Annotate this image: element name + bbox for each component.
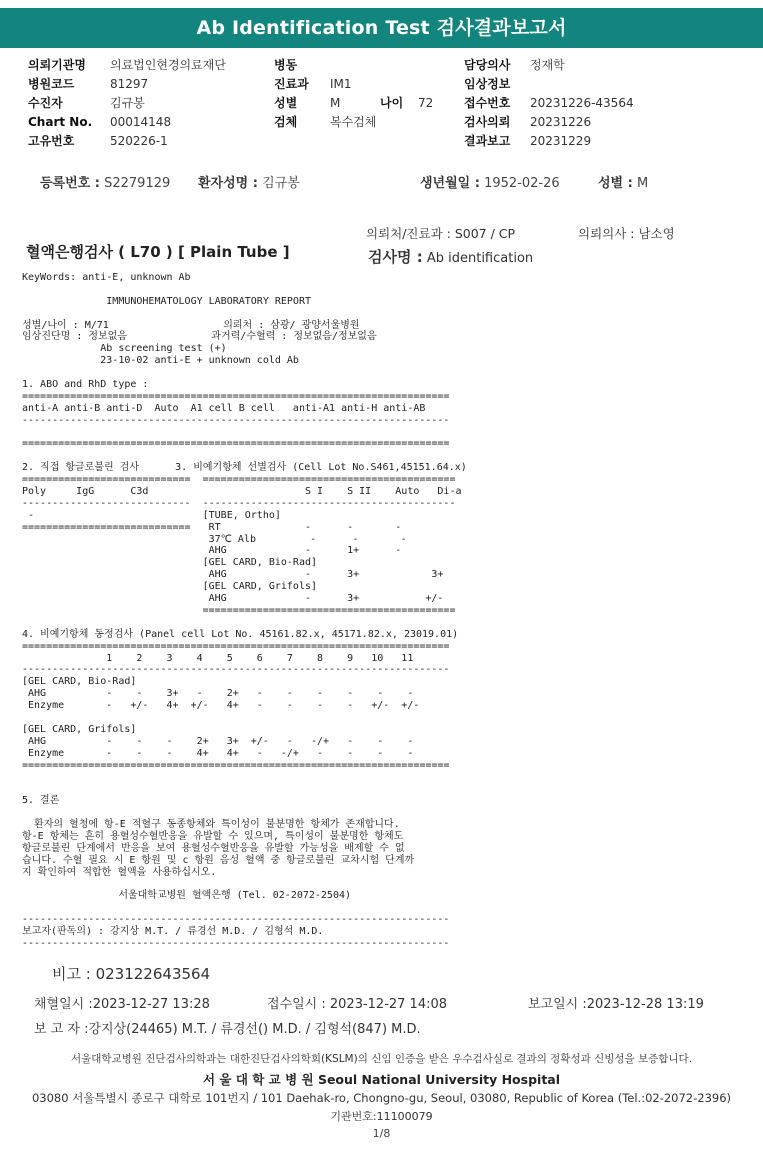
header-field-row [28, 94, 145, 112]
report-line: AHG - 1+ - [22, 545, 402, 557]
report-line: ----------------------------------------------------------------------- [22, 664, 450, 676]
report-line [22, 771, 482, 783]
report-line: Enzyme - +/- 4+ +/- 4+ - - - - +/- +/- [22, 700, 420, 712]
header-field-row [28, 113, 171, 131]
name-label: 환자성명 : [198, 176, 258, 191]
header-field-value: 의료법인현경의료재단 [110, 58, 226, 72]
reporter-value: :강지상(24465) M.T. / 류경선() M.D. / 김형석(847) M.D. [84, 1022, 421, 1037]
remark-label: 비고 : [52, 965, 91, 983]
header-field-row [464, 113, 591, 131]
report-line: 1. ABO and RhD type : [22, 379, 149, 391]
report-line: 성별/나이 : M/71 의뢰처 : 삼광/ 광양서울병원 [22, 319, 360, 331]
report-line: ----------------------------------------------------------------------- [22, 914, 450, 926]
report-line: 4. 비예기항체 동정검사 (Panel cell Lot No. 45161.82.x, 45171.82.x, 23019.01) [22, 628, 459, 640]
report-line: AHG - 3+ 3+ [22, 569, 444, 581]
report-line: ---------------------------- ------------------------------------------ [22, 497, 456, 509]
dob-value: 1952-02-26 [484, 176, 560, 191]
reporter [34, 1018, 421, 1037]
report-line: ----------------------------------------------------------------------- [22, 937, 450, 949]
report-line: ========================================== [22, 604, 456, 616]
report-line [22, 617, 482, 629]
hospital-name: 서 울 대 학 교 병 원 Seoul National University Hospital [202, 1072, 561, 1087]
report-line: 1 2 3 4 5 6 7 8 9 10 11 [22, 652, 414, 664]
header-field-row [274, 56, 330, 74]
report-line [22, 902, 482, 914]
reg-value: S2279129 [104, 176, 171, 191]
report-line: 임상진단명 : 정보없음 과거력/수혈력 : 정보없음/정보없음 [22, 331, 377, 343]
header-field-label: Chart No. [28, 115, 93, 129]
header-field-value: M [330, 96, 341, 110]
header-field-value: 정재학 [530, 58, 565, 72]
report-line: 습니다. 수혈 필요 시 E 항원 및 c 항원 음성 혈액 중 항글로불린 교차시험 단계까 [22, 854, 415, 866]
report-line: [GEL CARD, Grifols] [22, 581, 318, 593]
report-line: [GEL CARD, Bio-Rad] [22, 557, 318, 569]
report-line [22, 712, 482, 724]
hospital-address: 03080 서울특별시 종로구 대학로 101번지 / 101 Daehak-ro, Chongno-gu, Seoul, 03080, Republic of Korea (Tel.:02-2072-2396) [31, 1091, 732, 1105]
collect-time: 채혈일시 :2023-12-27 13:28 [34, 997, 210, 1012]
header-field-row [274, 75, 352, 93]
header-field-label: 병동 [274, 58, 298, 72]
report-line: [GEL CARD, Grifols] [22, 723, 137, 735]
report-line [22, 308, 482, 320]
report-line [22, 783, 482, 795]
report-line: Ab screening test (+) [22, 343, 227, 355]
age-label: 나이 [380, 96, 404, 110]
header-field-label: 검사의뢰 [464, 115, 511, 129]
report-line: ----------------------------------------------------------------------- [22, 414, 450, 426]
header-field-row [274, 94, 340, 112]
header-field-row [464, 56, 565, 74]
report-line: anti-A anti-B anti-D Auto A1 cell B cell anti-A1 anti-H anti-AB [22, 402, 426, 414]
sex-label: 성별 : [598, 176, 633, 191]
test-name-label: 검사명 : [368, 248, 423, 266]
header-field-label: 진료과 [274, 77, 309, 91]
header-field-row [464, 94, 634, 112]
dob-label: 생년월일 : [420, 176, 480, 191]
header-field-row [464, 132, 591, 150]
report-line: ======================================================================= [22, 390, 450, 402]
report-line: ============================ RT - - - [22, 521, 402, 533]
report-line: - [TUBE, Ortho] [22, 509, 281, 521]
age-field [380, 94, 403, 112]
test-name-value: Ab identification [426, 251, 534, 266]
certification-text: 서울대학교병원 진단검사의학과는 대한진단검사의학회(KSLM)의 신임 인증을 받은 우수검사실로 결과의 정확성과 신빙성을 보증합니다. [70, 1053, 693, 1065]
header-field-label: 검체 [274, 115, 298, 129]
header-field-value: 20231229 [530, 134, 592, 148]
report-line: IMMUNOHEMATOLOGY LABORATORY REPORT [22, 295, 311, 307]
report-line: ======================================================================= [22, 640, 450, 652]
header-field-label: 병원코드 [28, 77, 75, 91]
header-field-value: 20231226-43564 [530, 96, 634, 110]
report-line: 지 확인하여 적합한 혈액을 사용하십시오. [22, 866, 217, 878]
request-dept: 의뢰처/진료과 : S007 / CP [366, 226, 516, 241]
report-line: AHG - - - 2+ 3+ +/- - -/+ - - - [22, 735, 414, 747]
institution-number: 기관번호:11100079 [330, 1110, 433, 1123]
header-field-value: 00014148 [110, 115, 172, 129]
report-line: 2. 직접 항글로불린 검사 3. 비예기항체 선별검사 (Cell Lot No.S461,45151.64.x) [22, 462, 467, 474]
report-line: AHG - 3+ +/- [22, 593, 444, 605]
page-number: 1/8 [372, 1127, 391, 1140]
header-field-value: 20231226 [530, 115, 592, 129]
header-field-row [274, 113, 376, 131]
registration-number [40, 172, 170, 191]
report-line: ======================================================================= [22, 438, 450, 450]
age-value-wrap [418, 94, 433, 112]
header-field-label: 임상정보 [464, 77, 511, 91]
report-line: ============================ ========================================== [22, 474, 456, 486]
report-line: Poly IgG C3d S I S II Auto Di-a [22, 486, 462, 498]
header-field-label: 성별 [274, 96, 298, 110]
report-line: ======================================================================= [22, 759, 450, 771]
report-line: [GEL CARD, Bio-Rad] [22, 676, 137, 688]
header-field-label: 의뢰기관명 [28, 58, 86, 72]
patient-sex [598, 172, 648, 191]
report-line [22, 878, 482, 890]
header-field-value: IM1 [330, 77, 352, 91]
remark-value: 023122643564 [95, 965, 211, 983]
report-line: 23-10-02 anti-E + unknown cold Ab [22, 355, 299, 367]
age-value: 72 [418, 96, 434, 110]
patient-name [198, 172, 300, 191]
header-field-label: 접수번호 [464, 96, 511, 110]
header-field-row [28, 75, 148, 93]
report-line: KeyWords: anti-E, unknown Ab [22, 272, 191, 283]
header-field-label: 수진자 [28, 96, 63, 110]
date-of-birth [420, 172, 560, 191]
report-line: Enzyme - - - 4+ 4+ - -/+ - - - - [22, 747, 414, 759]
header-field-value: 81297 [110, 77, 149, 91]
report-line: 항-E 항체는 흔히 용혈성수혈반응을 유발할 수 있으며, 특이성이 불분명한 항체도 [22, 830, 404, 842]
header-field-row [28, 132, 168, 150]
test-category: 혈액은행검사 ( L70 ) [ Plain Tube ] [26, 243, 290, 261]
report-line: 항글로불린 단계에서 반응을 보여 용혈성수혈반응을 유발할 가능성을 배제할 수 없 [22, 842, 405, 854]
report-line: AHG - - 3+ - 2+ - - - - - - [22, 688, 414, 700]
reg-label: 등록번호 : [40, 176, 100, 191]
sex-value: M [636, 176, 649, 191]
header-field-value: 520226-1 [110, 134, 168, 148]
header-field-label: 결과보고 [464, 134, 511, 148]
report-line [22, 807, 482, 819]
report-line: 환자의 혈청에 항-E 적혈구 동종항체와 특이성이 불분명한 항체가 존재합니다. [22, 818, 400, 830]
header-field-row [464, 75, 530, 93]
report-time: 보고일시 :2023-12-28 13:19 [528, 997, 704, 1012]
header-field-value: 김규봉 [110, 96, 145, 110]
header-field-label: 고유번호 [28, 134, 75, 148]
name-value: 김규봉 [262, 176, 300, 191]
report-line [22, 367, 482, 379]
report-line: 37℃ Alb - - - [22, 533, 407, 545]
report-body [22, 272, 482, 950]
reporter-label: 보 고 자 [34, 1022, 80, 1037]
report-line [22, 284, 482, 296]
report-line: 5. 결론 [22, 795, 60, 807]
report-line: 보고자(판독의) : 강지상 M.T. / 류경선 M.D. / 김형석 M.D. [22, 925, 324, 937]
remark [52, 963, 210, 984]
header-field-value: 복수검체 [330, 115, 377, 129]
report-line [22, 450, 482, 462]
report-title: Ab Identification Test 검사결과보고서 [0, 8, 763, 48]
header-field-label: 담당의사 [464, 58, 511, 72]
report-line: 서울대학교병원 혈액은행 (Tel. 02-2072-2504) [22, 890, 352, 902]
receive-time: 접수일시 : 2023-12-27 14:08 [267, 997, 448, 1012]
header-field-row [28, 56, 226, 74]
report-line [22, 427, 482, 439]
test-name [368, 246, 533, 267]
request-doctor: 의뢰의사 : 남소영 [578, 226, 675, 241]
